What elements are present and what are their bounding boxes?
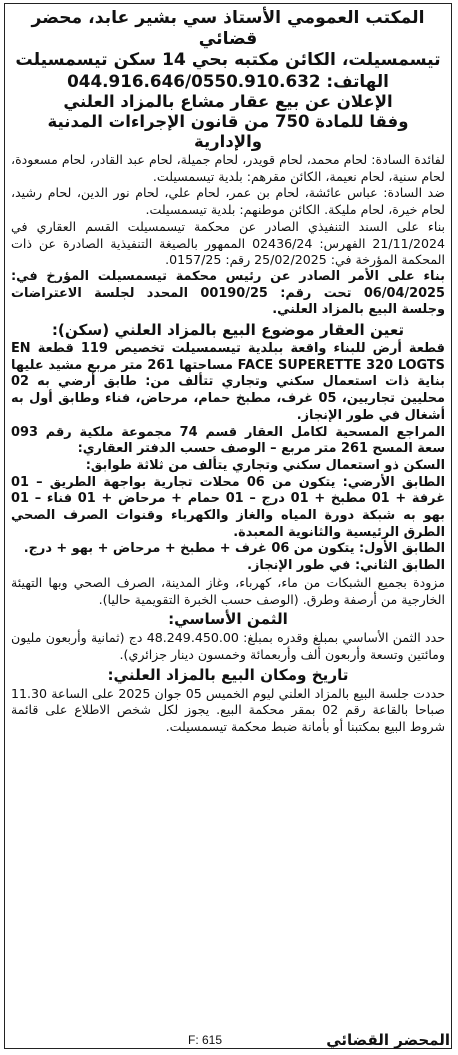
office-name: المكتب العمومي الأستاذ سي بشير عابد، محضر قضائي <box>31 8 425 49</box>
first-floor-description: الطابق الأول: يتكون من 06 غرف + مطبخ + مرحاض + بهو + درج. <box>23 541 445 557</box>
networks-description: مزودة بجميع الشبكات من ماء، كهرباء، وغاز المدينة، الصرف الصحي وبها التهيئة الخارجية من أرصفة وطرق. (الوصف حسب الخبرة التقويمية حاليا). <box>11 574 445 607</box>
bailiff-signature: المحضر القضائي <box>326 1031 450 1049</box>
property-desc-start: قطعة أرض للبناء واقعة ببلدية تيسمسيلت تخصيص 119 قطعة <box>37 341 445 357</box>
beneficiaries-paragraph: لفائدة السادة: لحام محمد، لحام قويدر، لحام جميلة، لحام عبد القادر، لحام مسعودة، لحام سنية، لحام نعيمة، الكائن مقرهم: بلدية تيسمسيلت. <box>11 152 445 184</box>
against-paragraph: ضد السادة: عباس عائشة، لحام بن عمر، لحام علي، لحام نور الدين، لحام رشيد، لحام خيرة، لحام مليكة. الكائن موطنهم: بلدية تيسمسيلت. <box>11 185 445 218</box>
survey-references: المراجع المسحية لكامل العقار قسم 74 مجموعة ملكية رقم 093 سعة المسح 261 متر مربع – الوصف حسب الدفتر العقاري: <box>11 424 445 457</box>
residence-description: السكن ذو استعمال سكني وتجاري يتألف من ثلاثة طوابق: <box>85 457 445 473</box>
property-desc-latin: EN FACE SUPERETTE 320 LOGTS <box>11 341 445 373</box>
announcement-title: الإعلان عن بيع عقار مشاع بالمزاد العلني <box>63 92 393 111</box>
office-phone: الهاتف: 044.916.646/0550.910.632 <box>67 71 389 91</box>
ground-floor-description: الطابق الأرضي: يتكون من 06 محلات تجارية بواجهة الطريق – 01 غرفة + 01 مطبخ + 01 درج – 01 حمام + مرحاض + 01 فناء – 01 بهو به شبكة دورة المياه والغاز والكهرباء وقنوات الصرف الصحي الطرق الرئيسية والثانوية المعبدة. <box>11 474 445 540</box>
property-description <box>11 341 445 425</box>
sale-section-heading: تاريخ ومكان البيع بالمزاد العلني: <box>107 665 349 684</box>
announcement-frame <box>4 3 452 1049</box>
enforcement-basis-paragraph: بناء على السند التنفيذي الصادر عن محكمة تيسمسيلت القسم العقاري في 21/11/2024 الفهرس: 02436/24 الممهور بالصيغة التنفيذية الصادرة عن ذات المحكمة المؤرخة في: 25/02/2025 رقم: 0157/25. <box>11 218 445 268</box>
reference-code: F: 615 <box>188 1033 223 1047</box>
office-address: تيسمسيلت، الكائن مكتبه بحي 14 سكن تيسمسيلت <box>15 50 441 70</box>
court-order-paragraph: بناء على الأمر الصادر عن رئيس محكمة تيسمسيلت المؤرخ في: 06/04/2025 تحت رقم: 00190/25 المحدد لجلسة الاعتراضات وجلسة البيع بالمزاد العلني. <box>11 268 445 318</box>
announcement-legal-basis: وفقا للمادة 750 من قانون الإجراءات المدنية والإدارية <box>47 112 409 151</box>
footer <box>8 1031 450 1049</box>
price-text: حدد الثمن الأساسي بمبلغ وقدره بمبلغ: 48.249.450.00 دج (ثمانية وأربعون مليون ومائتين وتسعة وأربعون ألف وأربعمائة وخمسون دينار جزائري). <box>11 630 445 662</box>
second-floor-description: الطابق الثاني: في طور الإنجاز. <box>247 558 445 574</box>
sale-text: حددت جلسة البيع بالمزاد العلني ليوم الخميس 05 جوان 2025 على الساعة 11.30 صباحا بالقاعة رقم 02 بمقر محكمة البيع. يجوز لكل شخص الاطلاع على قائمة شروط البيع بمكتبنا أو بأمانة ضبط محكمة تيسمسيلت. <box>11 685 446 735</box>
property-section-heading: تعين العقار موضوع البيع بالمزاد العلني (سكن): <box>51 321 405 340</box>
price-section-heading: الثمن الأساسي: <box>168 610 288 629</box>
property-desc-end: مساحتها 261 متر مربع مشيد عليها بناية ذات استعمال سكني وتجاري تتألف من: طابق أرضي به 02 محليين تجاريين، 05 غرف، مطبخ حمام، مرحاض، فناء وطابق أول به أشغال في طور الإنجاز. <box>11 357 445 423</box>
